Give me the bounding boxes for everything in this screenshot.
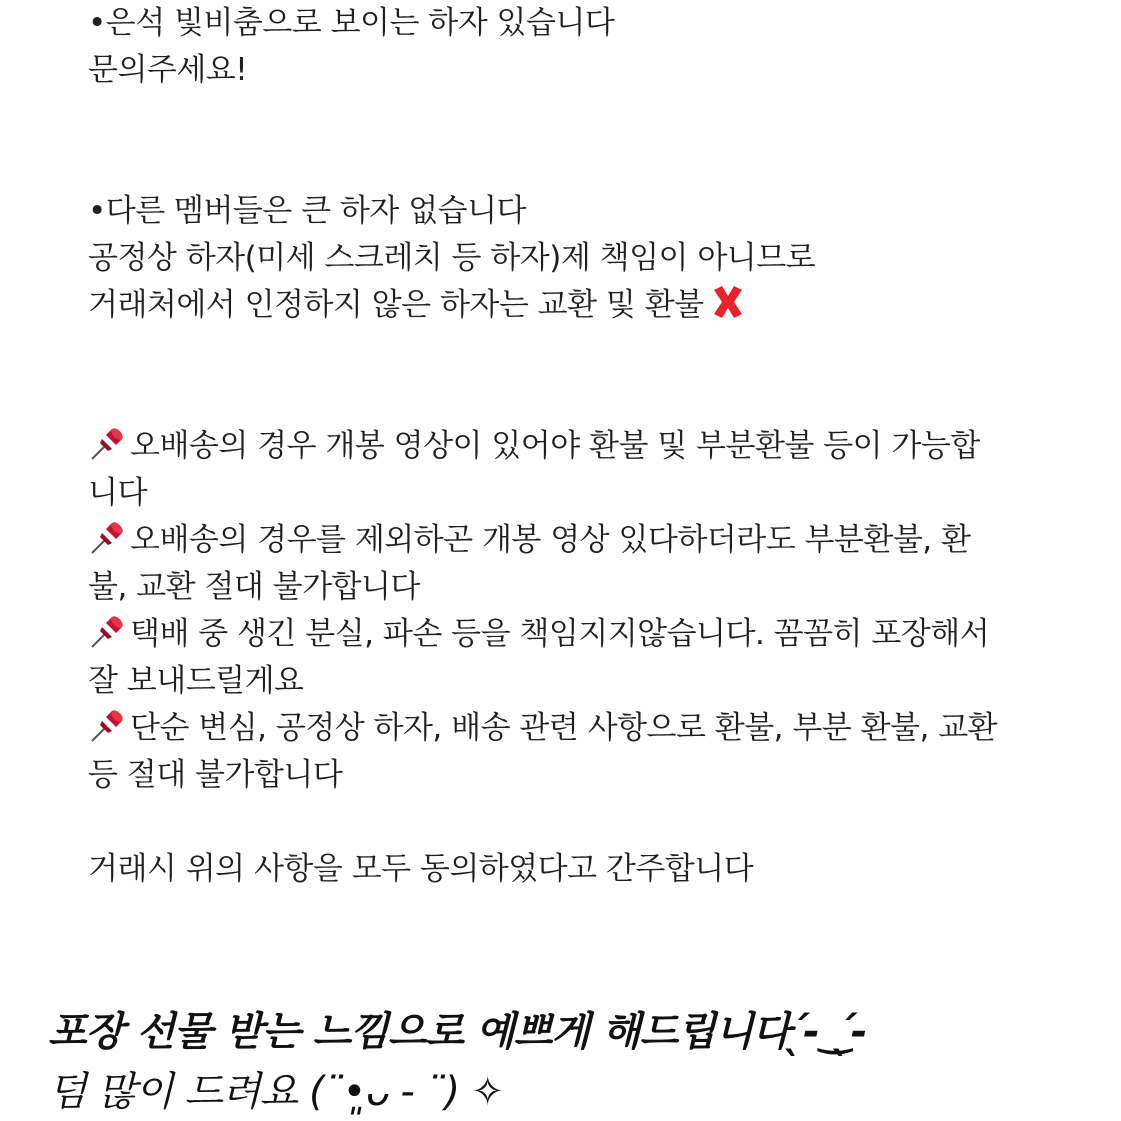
agreement-text: 거래시 위의 사항을 모두 동의하였다고 간주합니다 [88, 851, 754, 887]
promo-subline: 덤 많이 드려요 (¨•͈ᴗ - ¨) ✧ [48, 1069, 504, 1115]
rule-text-continued: 불, 교환 절대 불가합니다 [88, 569, 420, 605]
rule-text-continued: 등 절대 불가합니다 [88, 757, 343, 793]
rule-item [88, 517, 1078, 611]
notice-line: 공정상 하자(미세 스크레치 등 하자)제 책임이 아니므로 [88, 240, 816, 276]
spacer [88, 329, 1078, 423]
cross-mark-icon [708, 282, 748, 322]
rule-text-continued: 니다 [88, 475, 147, 511]
pushpin-icon [88, 611, 128, 651]
notice-line: •다른 멤버들은 큰 하자 없습니다 [88, 193, 526, 229]
spacer [88, 94, 1078, 188]
pushpin-icon [88, 705, 128, 745]
notice-text [88, 0, 1078, 893]
rule-text: 단순 변심, 공정상 하자, 배송 관련 사항으로 환불, 부분 환불, 교환 [130, 710, 998, 746]
rule-text: 택배 중 생긴 분실, 파손 등을 책임지지않습니다. 꼼꼼히 포장해서 [130, 616, 990, 652]
promo-headline: 포장 선물 받는 느낌으로 예쁘게 해드립니다 ̖́-‿̖́- [48, 1009, 867, 1055]
rule-text-continued: 잘 보내드릴게요 [88, 663, 304, 699]
notice-line: 문의주세요! [88, 52, 248, 88]
notice-line: •은석 빛비춤으로 보이는 하자 있습니다 [88, 5, 615, 41]
spacer [88, 799, 1078, 846]
notice-line-with-cross [88, 282, 1078, 329]
rule-text: 오배송의 경우를 제외하곤 개봉 영상 있다하더라도 부분환불, 환 [130, 522, 971, 558]
promo-banner [48, 1000, 1108, 1120]
rule-item [88, 705, 1078, 799]
pushpin-icon [88, 517, 128, 557]
notice-line-text: 거래처에서 인정하지 않은 하자는 교환 및 환불 [88, 287, 704, 323]
rule-item [88, 611, 1078, 705]
rule-item [88, 423, 1078, 517]
rule-text: 오배송의 경우 개봉 영상이 있어야 환불 및 부분환불 등이 가능합 [130, 428, 980, 464]
pushpin-icon [88, 423, 128, 463]
